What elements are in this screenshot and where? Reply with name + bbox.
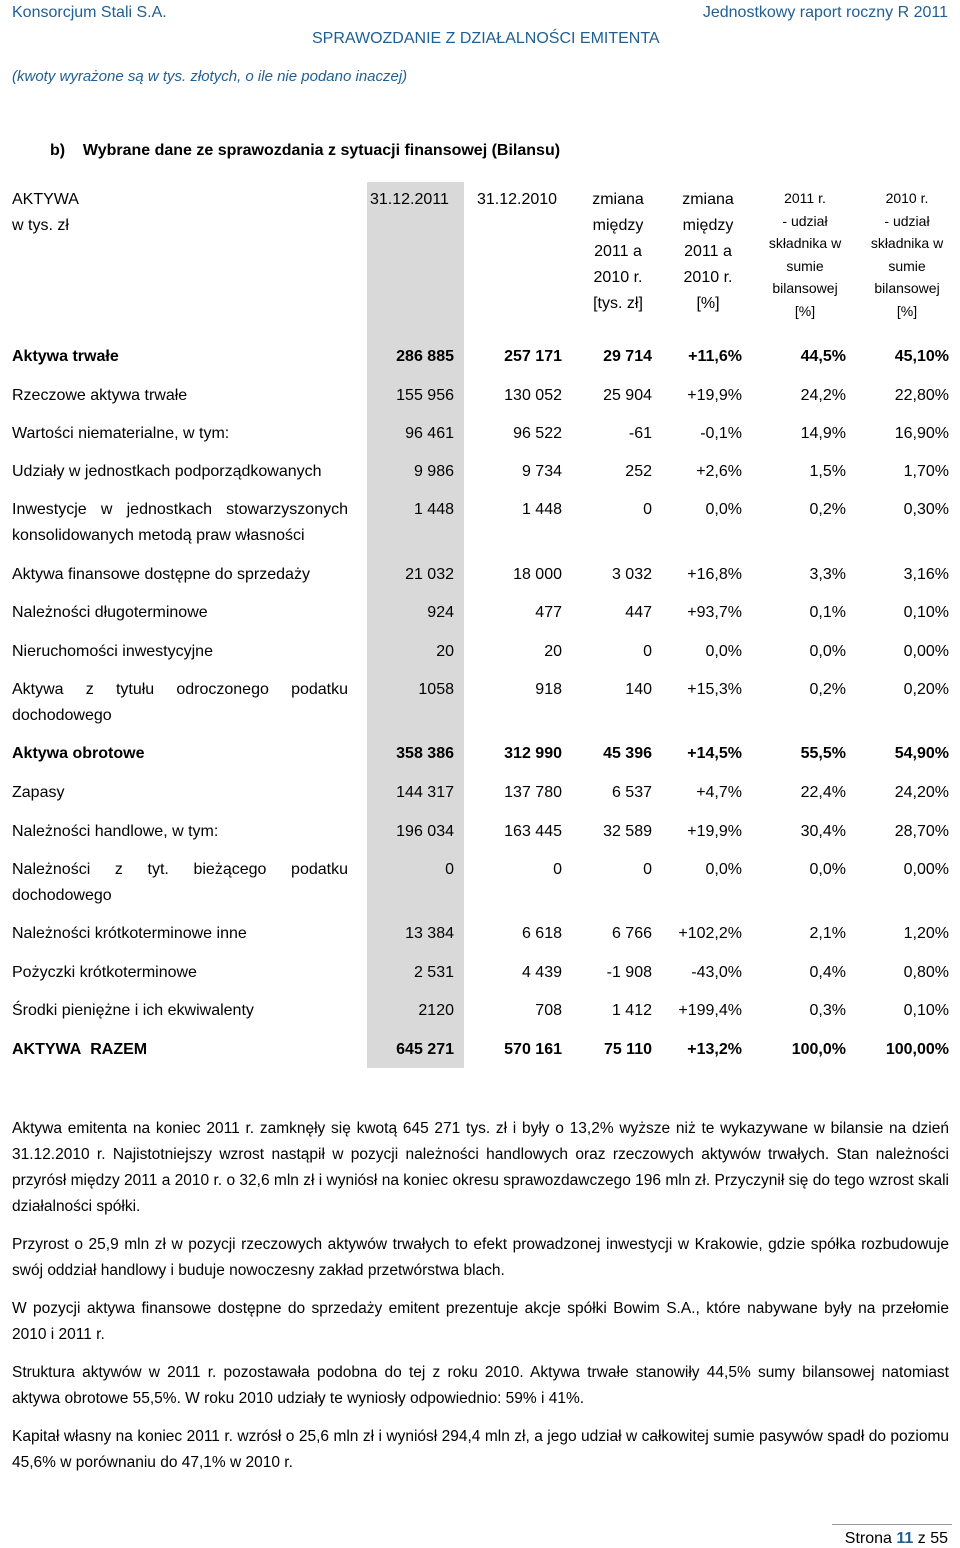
paragraph: Aktywa emitenta na koniec 2011 r. zamknęły się kwotą 645 271 tys. zł i były o 13,2% wyższe niż te wykazywane w bilansie na dzień 31.12.2010 r. Najistotniejszy wzrost nastąpił w pozycji należności handlowych oraz rzeczowych aktywów trwałych. Stan należności przyrósł między 2011 a 2010 r. o 32,6 mln zł i wyniósł na koniec okresu sprawozdawczego 196 mln zł. Przyczynił się do tego wzrost skali działalności spółki. [12,1120,949,1215]
row-value-col2: 6 618 [521,925,562,942]
row-value-col6: 0,80% [903,964,949,981]
row-value-col1: 144 317 [396,784,454,801]
row-value-col3: 25 904 [603,387,652,404]
row-value-col5: 0,0% [809,643,846,660]
section-title: b) Wybrane dane ze sprawozdania z sytuacji finansowej (Bilansu) [50,142,561,159]
row-value-col4: +16,8% [687,566,742,583]
table-header-col3 [578,187,658,317]
header-line: zmiana [682,191,734,208]
row-value-col2: 18 000 [513,566,562,583]
row-value-col1: 21 032 [405,566,454,583]
header-line: 2010 r. [593,269,643,286]
row-value-col1: 155 956 [396,387,454,404]
header-line: - udział [782,212,828,229]
row-value-col1: 9 986 [413,463,454,480]
header-line: zmiana [592,191,644,208]
company-name: Konsorcjum Stali S.A. [12,4,167,21]
row-value-col4: -43,0% [691,964,742,981]
row-value-col2: 163 445 [504,823,562,840]
row-value-col2: 312 990 [504,745,562,762]
row-value-col4: +2,6% [696,463,742,480]
row-value-col3: 75 110 [603,1041,652,1058]
row-label: Rzeczowe aktywa trwałe [12,387,188,404]
footer-rule [832,1524,952,1525]
header-line: 2011 a [684,243,732,260]
footer-prefix: Strona [844,1530,892,1547]
table-header-label [12,187,79,239]
header-line: bilansowej [772,280,838,296]
row-value-col2: 9 734 [521,463,562,480]
row-label: Aktywa z tytułu odroczonego podatku dochodowego [12,681,348,724]
header-line: 2011 r. [784,190,826,206]
row-value-col2: 570 161 [504,1041,562,1058]
row-value-col2: 1 448 [521,501,562,518]
row-value-col3: 3 032 [611,566,652,583]
header-line: [%] [794,302,816,319]
row-label: Wartości niematerialne, w tym: [12,425,230,442]
row-value-col5: 30,4% [800,823,846,840]
row-value-col4: 0,0% [705,501,742,518]
header-label-line: w tys. zł [12,217,69,234]
row-value-col2: 477 [535,604,562,621]
row-value-col4: -0,1% [700,425,742,442]
row-value-col3: 1 412 [611,1002,652,1019]
row-value-col6: 0,00% [903,861,949,878]
paragraph: Struktura aktywów w 2011 r. pozostawała podobna do tej z roku 2010. Aktywa trwałe stanowiły 44,5% sumy bilansowej natomiast aktywa obrotowe 55,5%. W roku 2010 udziały te wyniosły odpowiednio: 59% i 41%. [12,1364,949,1407]
row-label: Środki pieniężne i ich ekwiwalenty [12,1002,254,1019]
row-value-col6: 22,80% [894,387,949,404]
row-value-col1: 924 [427,604,454,621]
report-subtitle: SPRAWOZDANIE Z DZIAŁALNOŚCI EMITENTA [312,30,660,47]
row-value-col4: +15,3% [687,681,742,698]
row-value-col6: 3,16% [903,566,949,583]
row-value-col6: 1,20% [903,925,949,942]
row-value-col1: 96 461 [405,425,454,442]
row-value-col6: 28,70% [894,823,949,840]
row-value-col2: 20 [544,643,562,660]
row-value-col3: 6 766 [611,925,652,942]
header-line: 2011 a [594,243,642,260]
row-value-col4: +14,5% [687,745,742,762]
row-value-col6: 16,90% [894,425,949,442]
row-value-col1: 1058 [418,681,454,698]
row-value-col5: 2,1% [809,925,846,942]
header-line: [tys. zł] [593,295,643,312]
row-value-col5: 0,3% [809,1002,846,1019]
row-value-col4: +19,9% [687,823,742,840]
row-label: Aktywa trwałe [12,348,119,365]
row-value-col5: 0,2% [809,681,846,698]
row-value-col1: 20 [436,643,454,660]
row-label: Należności z tyt. bieżącego podatku dochodowego [12,861,348,904]
row-value-col4: +4,7% [696,784,742,801]
row-value-col4: +11,6% [688,348,742,365]
row-label: Zapasy [12,784,65,801]
table-header-col1: 31.12.2011 [370,191,449,208]
row-value-col2: 0 [553,861,562,878]
row-value-col3: -1 908 [606,964,652,981]
commentary [12,1116,949,1488]
row-value-col6: 54,90% [894,745,949,762]
row-value-col1: 2 531 [413,964,454,981]
footer-sep: z [917,1530,926,1547]
row-value-col5: 14,9% [800,425,846,442]
table-header-col5 [757,187,853,322]
page-number: 11 [896,1530,914,1547]
row-label: Należności handlowe, w tym: [12,823,219,840]
row-value-col1: 1 448 [413,501,454,518]
row-value-col3: 252 [625,463,652,480]
row-value-col4: +102,2% [678,925,742,942]
row-value-col5: 0,1% [809,604,846,621]
row-value-col6: 45,10% [894,348,949,365]
row-value-col6: 0,10% [903,1002,949,1019]
table-header-col6 [860,187,954,322]
row-value-col6: 100,00% [885,1041,949,1058]
header-line: składnika w [870,235,944,251]
header-line: [%] [896,302,918,319]
row-label: Nieruchomości inwestycyjne [12,643,213,660]
row-value-col5: 0,4% [809,964,846,981]
row-label: Pożyczki krótkoterminowe [12,964,197,981]
row-value-col1: 196 034 [396,823,454,840]
row-value-col2: 96 522 [513,425,562,442]
row-value-col3: 0 [643,501,652,518]
row-value-col5: 22,4% [800,784,846,801]
row-value-col6: 0,20% [903,681,949,698]
row-value-col3: 6 537 [611,784,652,801]
header-line: - udział [884,212,930,229]
row-value-col4: +93,7% [687,604,742,621]
row-value-col5: 0,0% [809,861,846,878]
row-label: Udziały w jednostkach podporządkowanych [12,463,322,480]
row-label: AKTYWA RAZEM [12,1041,148,1058]
row-value-col3: 29 714 [603,348,652,365]
row-value-col2: 708 [535,1002,562,1019]
report-title: Jednostkowy raport roczny R 2011 [702,4,948,21]
page-total: 55 [930,1530,948,1547]
row-value-col1: 2120 [418,1002,454,1019]
row-value-col4: +13,2% [687,1041,742,1058]
header-line: sumie [888,257,926,274]
table-header-col2: 31.12.2010 [477,191,558,208]
row-value-col3: 45 396 [603,745,652,762]
row-value-col4: 0,0% [705,861,742,878]
table-header-col4 [668,187,748,317]
row-value-col4: +19,9% [687,387,742,404]
row-value-col2: 130 052 [504,387,562,404]
row-value-col5: 44,5% [800,348,846,365]
header-line: sumie [786,257,824,274]
row-value-col3: 447 [625,604,652,621]
row-value-col6: 0,30% [903,501,949,518]
currency-note: (kwoty wyrażone są w tys. złotych, o ile nie podano inaczej) [12,68,408,85]
row-label: Aktywa finansowe dostępne do sprzedaży [12,566,310,583]
paragraph: Kapitał własny na koniec 2011 r. wzrósł o 25,6 mln zł i wyniósł 294,4 mln zł, a jego udział w całkowitej sumie pasywów spadł do poziomu 45,6% w porównaniu do 47,1% w 2010 r. [12,1428,949,1471]
row-value-col1: 0 [445,861,454,878]
row-value-col3: 0 [643,643,652,660]
row-value-col1: 13 384 [405,925,454,942]
row-label: Inwestycje w jednostkach stowarzyszonych konsolidowanych metodą praw własności [12,501,348,544]
paragraph: W pozycji aktywa finansowe dostępne do sprzedaży emitent prezentuje akcje spółki Bowim S.A., które nabywane były na przełomie 2010 i 2011 r. [12,1300,949,1343]
header-line: 2010 r. [683,269,733,286]
row-value-col1: 286 885 [396,348,454,365]
row-value-col3: 0 [643,861,652,878]
row-label: Aktywa obrotowe [12,745,145,762]
header-line: składnika w [768,235,842,251]
row-value-col2: 918 [535,681,562,698]
paragraph: Przyrost o 25,9 mln zł w pozycji rzeczowych aktywów trwałych to efekt prowadzonej inwestycji w Krakowie, gdzie spółka rozbudowuje swój oddział handlowy i buduje nowoczesny zakład przetwórstwa blach. [12,1236,949,1279]
row-value-col5: 1,5% [809,463,846,480]
row-value-col1: 645 271 [396,1041,454,1058]
header-label-line: AKTYWA [12,191,79,208]
page-footer [845,1530,948,1548]
row-label: Należności długoterminowe [12,604,208,621]
row-value-col6: 24,20% [894,784,949,801]
row-value-col5: 100,0% [791,1041,846,1058]
header-line: 2010 r. [885,190,929,206]
row-value-col6: 0,00% [903,643,949,660]
row-value-col5: 3,3% [809,566,846,583]
row-value-col3: 32 589 [603,823,652,840]
row-value-col6: 0,10% [903,604,949,621]
row-label: Należności krótkoterminowe inne [12,925,247,942]
row-value-col5: 55,5% [800,745,846,762]
row-value-col4: 0,0% [705,643,742,660]
row-value-col5: 24,2% [800,387,846,404]
row-value-col2: 257 171 [504,348,562,365]
row-value-col4: +199,4% [678,1002,742,1019]
row-value-col6: 1,70% [903,463,949,480]
row-value-col3: 140 [625,681,652,698]
row-value-col2: 4 439 [521,964,562,981]
header-line: [%] [696,295,720,312]
header-line: bilansowej [874,280,940,296]
row-value-col5: 0,2% [809,501,846,518]
row-value-col3: -61 [628,425,652,442]
row-value-col1: 358 386 [396,745,454,762]
header-line: między [592,217,644,234]
header-line: między [682,217,734,234]
row-value-col2: 137 780 [504,784,562,801]
